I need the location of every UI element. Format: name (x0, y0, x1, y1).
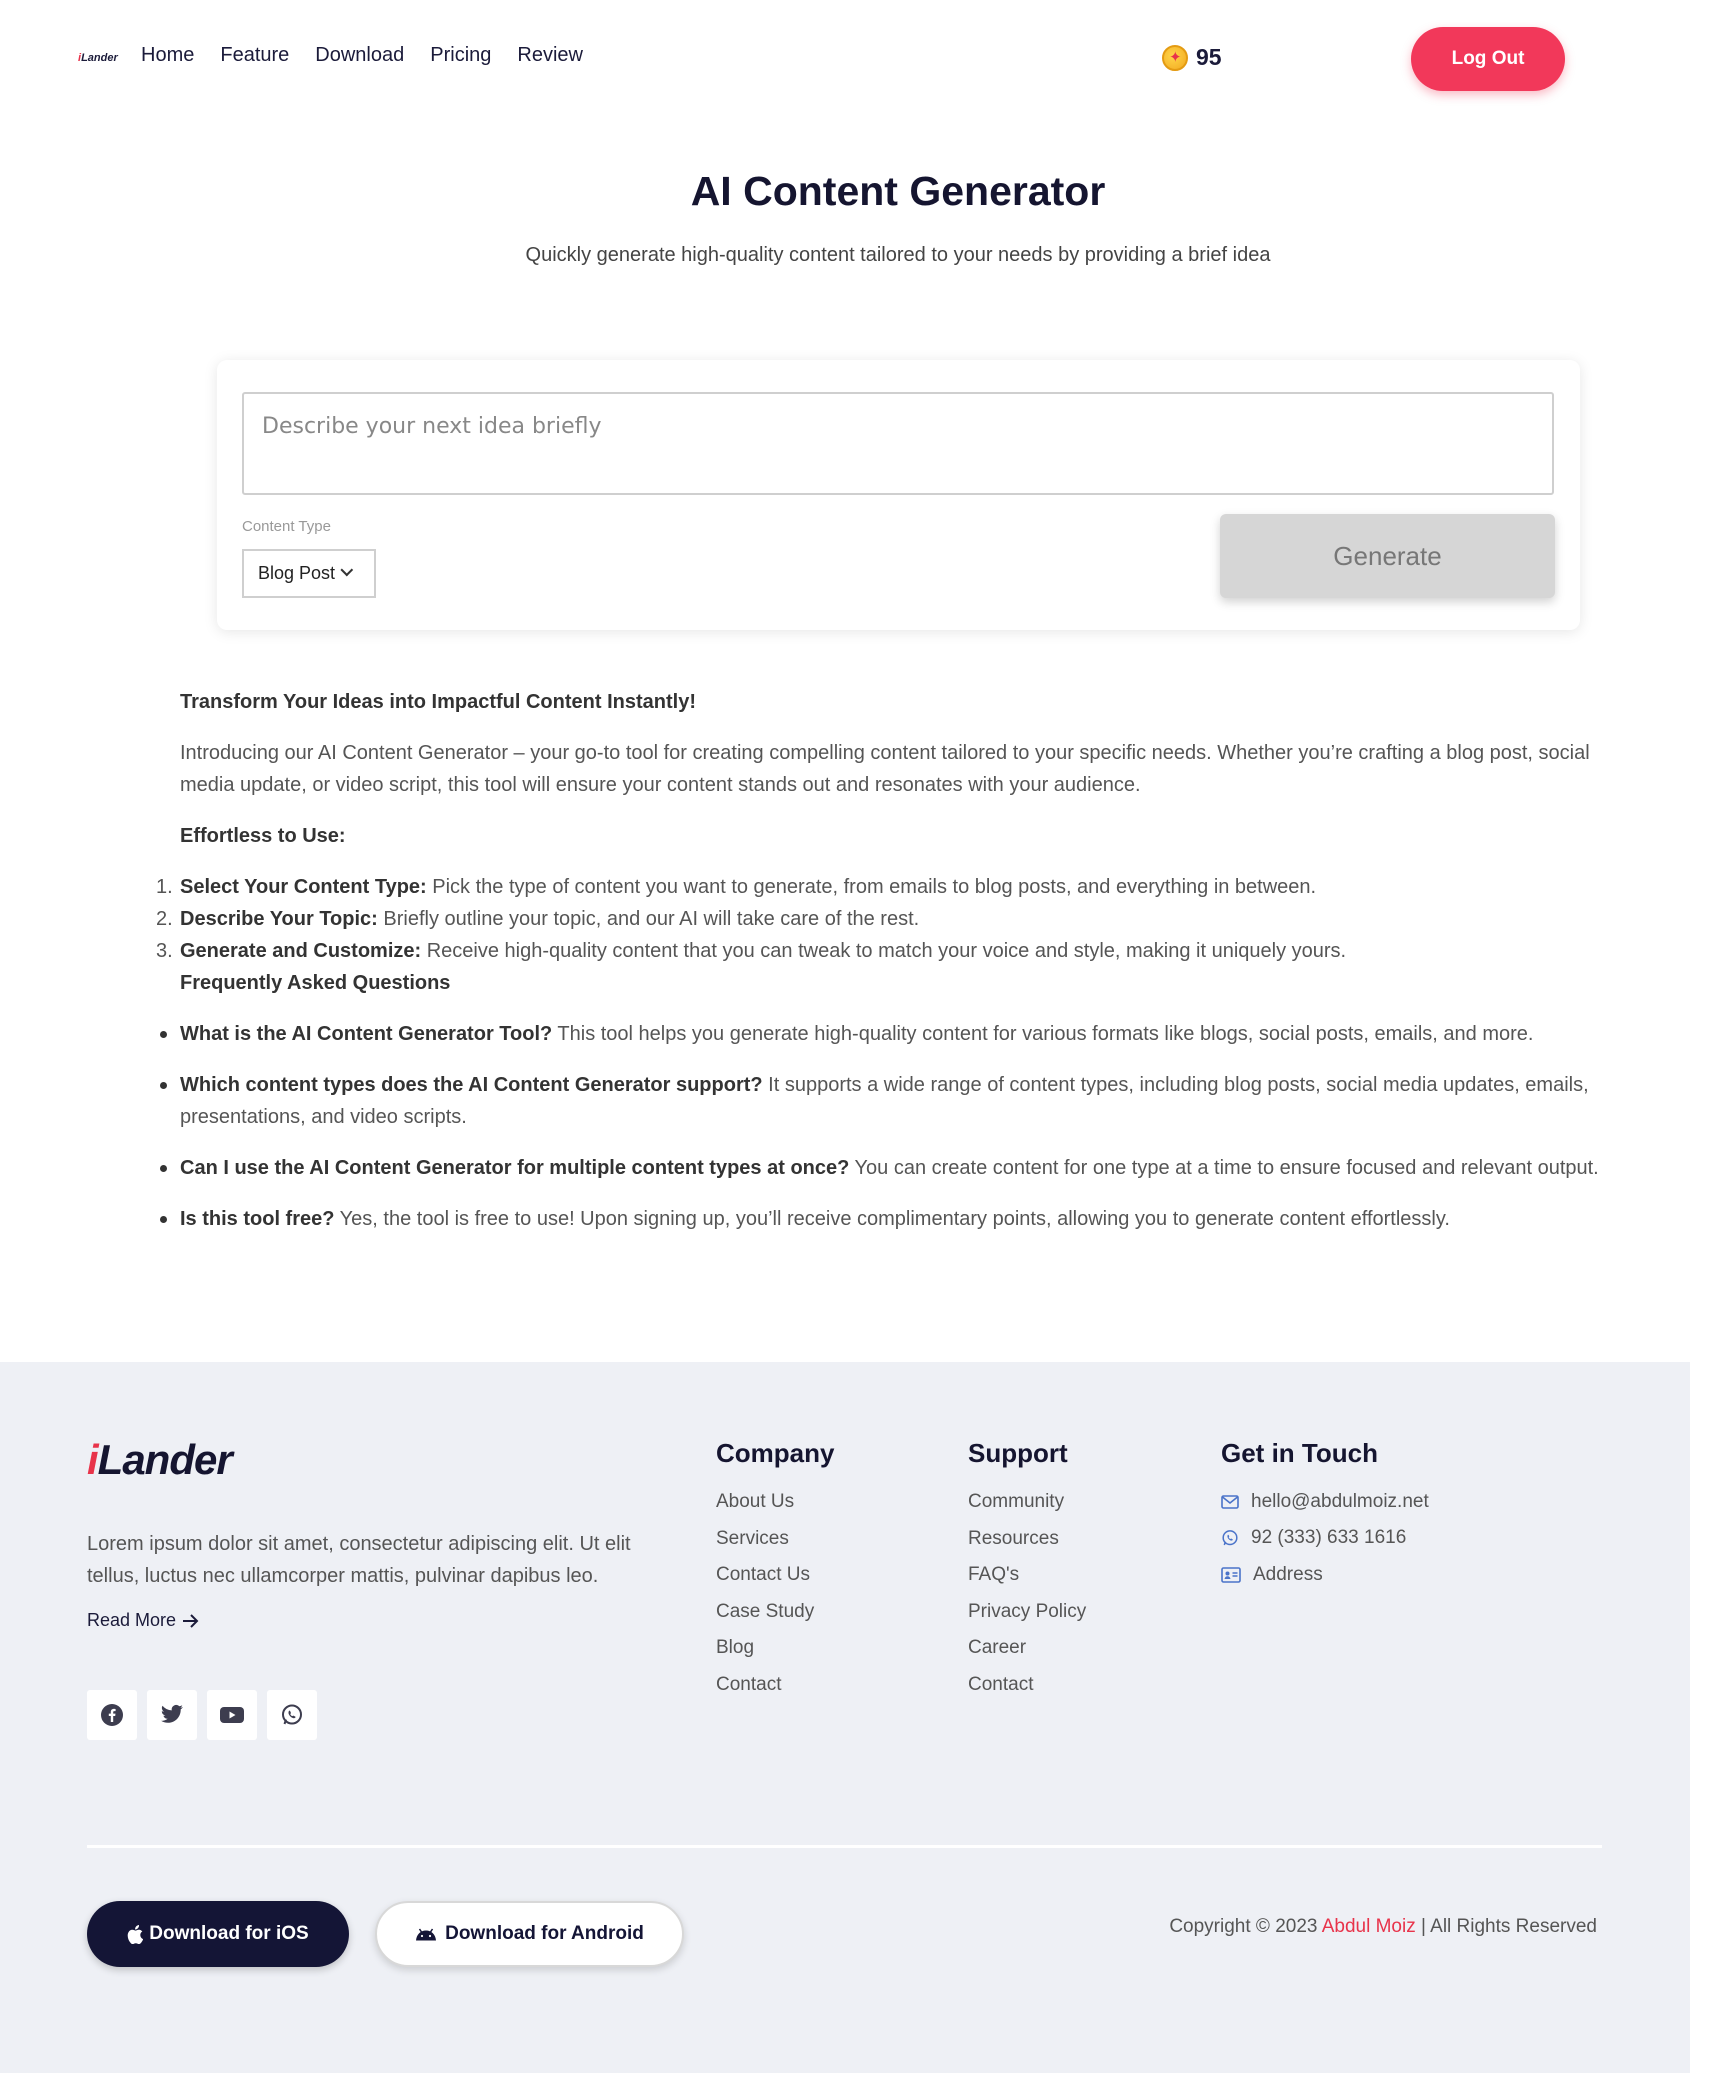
list-item: 3. Generate and Customize: Receive high-quality content that you can tweak to match your voice and style, making it uniquely yours. (156, 940, 1347, 962)
faq-item: Can I use the AI Content Generator for multiple content types at once? You can create content for one type at a time to ensure focused and relevant output. (180, 1152, 1600, 1184)
points-value: 95 (1196, 44, 1222, 70)
footer-support-column (968, 1438, 1086, 1710)
footer (0, 1362, 1690, 2073)
navbar (0, 0, 1722, 116)
youtube-icon[interactable] (207, 1690, 257, 1740)
steps-list (156, 871, 1600, 967)
faq-item: What is the AI Content Generator Tool? This tool helps you generate high-quality content for various formats like blogs, social posts, emails, and more. (180, 1018, 1600, 1050)
footer-link-contact[interactable]: Contact (716, 1673, 782, 1695)
footer-contact-title: Get in Touch (1221, 1438, 1378, 1468)
address-card-icon (1221, 1567, 1241, 1583)
chevron-down-icon (340, 564, 353, 577)
faq-item: Is this tool free? Yes, the tool is free to use! Upon signing up, you’ll receive complimentary points, allowing you to generate content effortlessly. (180, 1203, 1600, 1235)
copyright-text: Copyright © 2023 Abdul Moiz | All Rights Reserved (1169, 1916, 1597, 1937)
nav-link-review[interactable]: Review (517, 44, 583, 66)
footer-support-title: Support (968, 1438, 1068, 1468)
contact-phone[interactable]: 92 (333) 633 1616 (1221, 1528, 1429, 1550)
article-content (156, 686, 1600, 1254)
download-ios-button[interactable]: Download for iOS (87, 1901, 349, 1967)
faq-list (180, 1018, 1600, 1235)
apple-icon (127, 1925, 143, 1944)
nav-link-home[interactable]: Home (141, 44, 195, 66)
footer-link-services[interactable]: Services (716, 1527, 789, 1549)
article-heading: Transform Your Ideas into Impactful Content Instantly! (180, 691, 696, 713)
nav-links (141, 44, 583, 67)
whatsapp-icon[interactable] (267, 1690, 317, 1740)
page-subtitle: Quickly generate high-quality content tailored to your needs by providing a brief idea (525, 244, 1271, 266)
footer-divider (87, 1845, 1602, 1848)
footer-link-privacy-policy[interactable]: Privacy Policy (968, 1600, 1087, 1622)
list-item: 1. Select Your Content Type: Pick the type of content you want to generate, from emails to blog posts, and everything in between. (156, 876, 1317, 898)
footer-link-resources[interactable]: Resources (968, 1527, 1059, 1549)
nav-link-feature[interactable]: Feature (220, 44, 290, 66)
contact-address[interactable]: Address (1221, 1564, 1429, 1586)
content-type-select[interactable] (242, 549, 376, 598)
footer-logo[interactable]: iLander (87, 1436, 232, 1483)
faq-heading: Frequently Asked Questions (180, 972, 451, 994)
generator-card (217, 360, 1580, 630)
list-item: 2. Describe Your Topic: Briefly outline your topic, and our AI will take care of the rest. (156, 908, 920, 930)
download-android-button[interactable]: Download for Android (375, 1901, 684, 1967)
copyright-owner-link[interactable]: Abdul Moiz (1321, 1916, 1416, 1937)
content-type-label: Content Type (242, 518, 331, 535)
coin-icon (1162, 45, 1188, 71)
footer-link-contact-us[interactable]: Contact Us (716, 1564, 810, 1585)
footer-link-support-contact[interactable]: Contact (968, 1673, 1034, 1695)
contact-email[interactable]: hello@abdulmoiz.net (1221, 1491, 1429, 1513)
footer-link-career[interactable]: Career (968, 1637, 1027, 1658)
logout-button[interactable]: Log Out (1411, 27, 1565, 91)
footer-link-faqs[interactable]: FAQ's (968, 1564, 1020, 1585)
footer-company-column (716, 1438, 834, 1710)
footer-description: Lorem ipsum dolor sit amet, consectetur adipiscing elit. Ut elit tellus, luctus nec ullamcorper mattis, pulvinar dapibus leo. (87, 1533, 631, 1587)
article-intro: Introducing our AI Content Generator – your go-to tool for creating compelling content tailored to your specific needs. Whether you’re crafting a blog post, social media update, or video script, this tool will ensure your content stands out and resonates with your audience. (180, 742, 1590, 796)
generate-button[interactable]: Generate (1220, 514, 1555, 598)
footer-link-case-study[interactable]: Case Study (716, 1600, 815, 1622)
idea-input[interactable] (242, 392, 1554, 495)
points-display (1162, 44, 1222, 71)
content-type-value: Blog Post (258, 563, 336, 583)
arrow-right-icon (182, 1613, 200, 1629)
footer-link-community[interactable]: Community (968, 1491, 1065, 1512)
nav-link-download[interactable]: Download (315, 44, 405, 66)
nav-link-pricing[interactable]: Pricing (430, 44, 492, 66)
footer-contact-column (1221, 1438, 1429, 1601)
nav-logo[interactable]: iLander (78, 52, 118, 64)
twitter-icon[interactable] (147, 1690, 197, 1740)
footer-link-about-us[interactable]: About Us (716, 1491, 795, 1512)
android-icon (415, 1928, 437, 1941)
footer-link-blog[interactable]: Blog (716, 1637, 755, 1658)
social-links (87, 1690, 317, 1740)
facebook-icon[interactable] (87, 1690, 137, 1740)
usage-heading: Effortless to Use: (180, 825, 346, 847)
faq-item: Which content types does the AI Content Generator support? It supports a wide range of content types, including blog posts, social media updates, emails, presentations, and video scripts. (180, 1069, 1600, 1133)
page-title: AI Content Generator (690, 168, 1106, 214)
mail-icon (1221, 1495, 1239, 1509)
read-more-link[interactable]: Read More (87, 1610, 200, 1631)
footer-company-title: Company (716, 1438, 835, 1468)
whatsapp-icon (1221, 1529, 1239, 1547)
